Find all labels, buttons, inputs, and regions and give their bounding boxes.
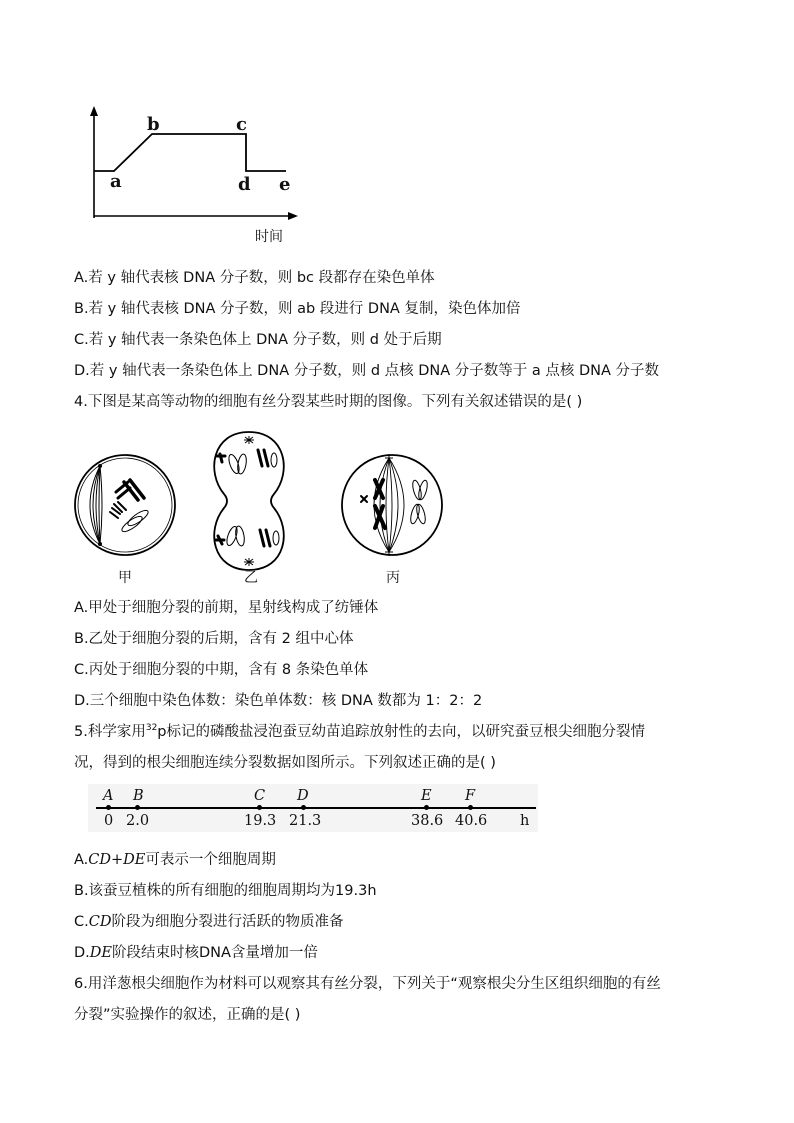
timeline-letter-d: D <box>297 788 309 804</box>
cell-yi-label: 乙 <box>244 570 258 586</box>
timeline-letter-e: E <box>421 788 432 804</box>
timeline-letter-a: A <box>103 788 114 804</box>
q4-stem: 4.下图是某高等动物的细胞有丝分裂某些时期的图像。下列有关叙述错误的是( ) <box>74 394 583 410</box>
q3-option-b: B.若 y 轴代表核 DNA 分子数，则 ab 段进行 DNA 复制，染色体加倍 <box>74 301 521 317</box>
graph-x-axis-label: 时间 <box>255 229 283 245</box>
timeline-letter-c: C <box>254 788 266 804</box>
timeline-tick-b <box>135 805 140 810</box>
q6-stem-line-1: 6.用洋葱根尖细胞作为材料可以观察其有丝分裂，下列关于“观察根尖分生区组织细胞的有丝 <box>74 976 661 992</box>
timeline-tick-a <box>106 805 111 810</box>
q4-option-a: A.甲处于细胞分裂的前期，星射线构成了纺锤体 <box>74 600 379 616</box>
q4-option-b: B.乙处于细胞分裂的后期，含有 2 组中心体 <box>74 631 354 647</box>
cell-yi-illustration <box>200 428 298 574</box>
graph-point-b: b <box>147 114 160 135</box>
q5-option-a: A.CD+DE可表示一个细胞周期 <box>74 852 276 868</box>
cell-jia-label: 甲 <box>118 570 132 586</box>
y-axis-arrow <box>90 106 98 116</box>
q4-option-c: C.丙处于细胞分裂的中期，含有 8 条染色单体 <box>74 662 369 678</box>
q4-option-d: D.三个细胞中染色体数：染色单体数：核 DNA 数都为 1：2：2 <box>74 693 483 709</box>
timeline-value-f: 40.6 <box>455 813 488 829</box>
cell-jia-illustration <box>72 452 178 558</box>
timeline-value-e: 38.6 <box>411 813 444 829</box>
graph-point-a: a <box>110 171 122 192</box>
timeline-value-c: 19.3 <box>244 813 277 829</box>
timeline-tick-c <box>257 805 262 810</box>
q3-option-c: C.若 y 轴代表一条染色体上 DNA 分子数，则 d 处于后期 <box>74 332 442 348</box>
timeline-letter-f: F <box>465 788 476 804</box>
graph-point-c: c <box>236 114 247 135</box>
x-axis-arrow <box>288 212 298 220</box>
q5-option-c: C.CD阶段为细胞分裂进行活跃的物质准备 <box>74 914 344 930</box>
q5-stem-line-1: 5.科学家用$^{32}$p标记的磷酸盐浸泡蚕豆幼苗追踪放射性的去向，以研究蚕豆根尖细胞分裂情 <box>74 723 645 740</box>
q6-stem-line-2: 分裂”实验操作的叙述，正确的是( ) <box>74 1007 301 1023</box>
q3-option-a: A.若 y 轴代表核 DNA 分子数，则 bc 段都存在染色单体 <box>74 270 435 286</box>
timeline-value-d: 21.3 <box>289 813 322 829</box>
timeline-value-b: 2.0 <box>126 813 150 829</box>
timeline-value-a: 0 <box>104 813 114 829</box>
timeline-tick-e <box>424 805 429 810</box>
dna-content-graph <box>80 100 310 230</box>
q5-option-d: D.DE阶段结束时核DNA含量增加一倍 <box>74 945 318 961</box>
cell-bing-illustration <box>339 452 445 558</box>
timeline-tick-d <box>301 805 306 810</box>
q5-option-b: B.该蚕豆植株的所有细胞的细胞周期均为19.3h <box>74 883 377 899</box>
graph-point-e: e <box>279 174 291 195</box>
q5-stem-line-2: 况，得到的根尖细胞连续分裂数据如图所示。下列叙述正确的是( ) <box>74 755 496 771</box>
timeline-letter-b: B <box>133 788 144 804</box>
q3-option-d: D.若 y 轴代表一条染色体上 DNA 分子数，则 d 点核 DNA 分子数等于 a 点核 DNA 分子数 <box>74 363 660 379</box>
cell-bing-label: 丙 <box>386 570 400 586</box>
timeline-unit: h <box>520 813 530 829</box>
timeline-tick-f <box>468 805 473 810</box>
graph-point-d: d <box>238 174 251 195</box>
dna-curve <box>94 134 286 171</box>
